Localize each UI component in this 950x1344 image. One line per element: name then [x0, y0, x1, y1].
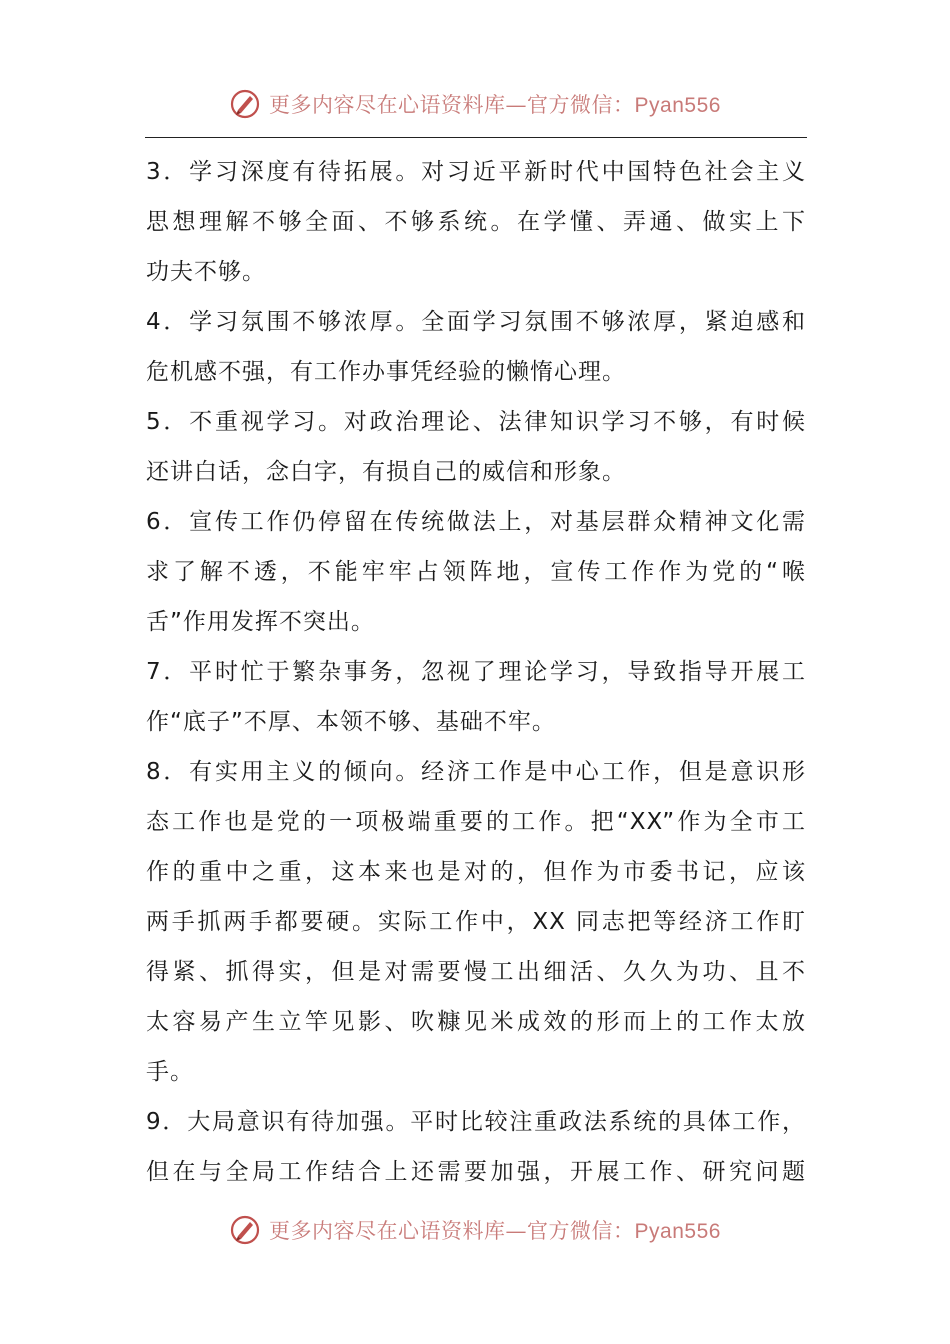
text-line: 8．有实用主义的倾向。经济工作是中心工作，但是意识形	[146, 759, 806, 785]
pen-logo-icon	[229, 88, 261, 120]
text-line: 态工作也是党的一项极端重要的工作。把“XX”作为全市工	[146, 809, 806, 835]
text-line: 7．平时忙于繁杂事务，忽视了理论学习，导致指导开展工	[146, 659, 806, 685]
header-banner-text: 更多内容尽在心语资料库—官方微信：Pyan556	[269, 93, 721, 117]
text-line: 思想理解不够全面、不够系统。在学懂、弄通、做实上下	[146, 209, 806, 235]
text-line: 危机感不强，有工作办事凭经验的懒惰心理。	[146, 359, 626, 385]
text-line: 4．学习氛围不够浓厚。全面学习氛围不够浓厚，紧迫感和	[146, 309, 806, 335]
header-wechat-id: Pyan556	[634, 94, 721, 117]
document-body	[146, 147, 806, 1197]
text-line: 作的重中之重，这本来也是对的，但作为市委书记，应该	[146, 859, 806, 885]
footer-banner-text: 更多内容尽在心语资料库—官方微信：Pyan556	[269, 1219, 721, 1243]
text-line: 3．学习深度有待拓展。对习近平新时代中国特色社会主义	[146, 159, 806, 185]
header-divider	[145, 137, 807, 138]
text-line: 手。	[146, 1059, 194, 1085]
footer-banner	[0, 1210, 950, 1250]
text-line: 功夫不够。	[146, 259, 266, 285]
text-line: 6．宣传工作仍停留在传统做法上，对基层群众精神文化需	[146, 509, 806, 535]
text-line: 舌”作用发挥不突出。	[146, 609, 375, 635]
text-line: 但在与全局工作结合上还需要加强，开展工作、研究问题	[146, 1159, 806, 1185]
text-line: 作“底子”不厚、本领不够、基础不牢。	[146, 709, 556, 735]
text-line: 求了解不透，不能牢牢占领阵地，宣传工作作为党的“喉	[146, 559, 806, 585]
header-banner	[0, 84, 950, 124]
text-line: 太容易产生立竿见影、吹糠见米成效的形而上的工作太放	[146, 1009, 806, 1035]
text-line: 还讲白话，念白字，有损自己的威信和形象。	[146, 459, 626, 485]
pen-logo-icon	[229, 1214, 261, 1246]
text-line: 得紧、抓得实，但是对需要慢工出细活、久久为功、且不	[146, 959, 806, 985]
text-line: 9．大局意识有待加强。平时比较注重政法系统的具体工作，	[146, 1109, 806, 1135]
text-line: 两手抓两手都要硬。实际工作中，XX 同志把等经济工作盯	[146, 909, 806, 935]
text-line: 5．不重视学习。对政治理论、法律知识学习不够，有时候	[146, 409, 806, 435]
footer-wechat-id: Pyan556	[634, 1220, 721, 1243]
